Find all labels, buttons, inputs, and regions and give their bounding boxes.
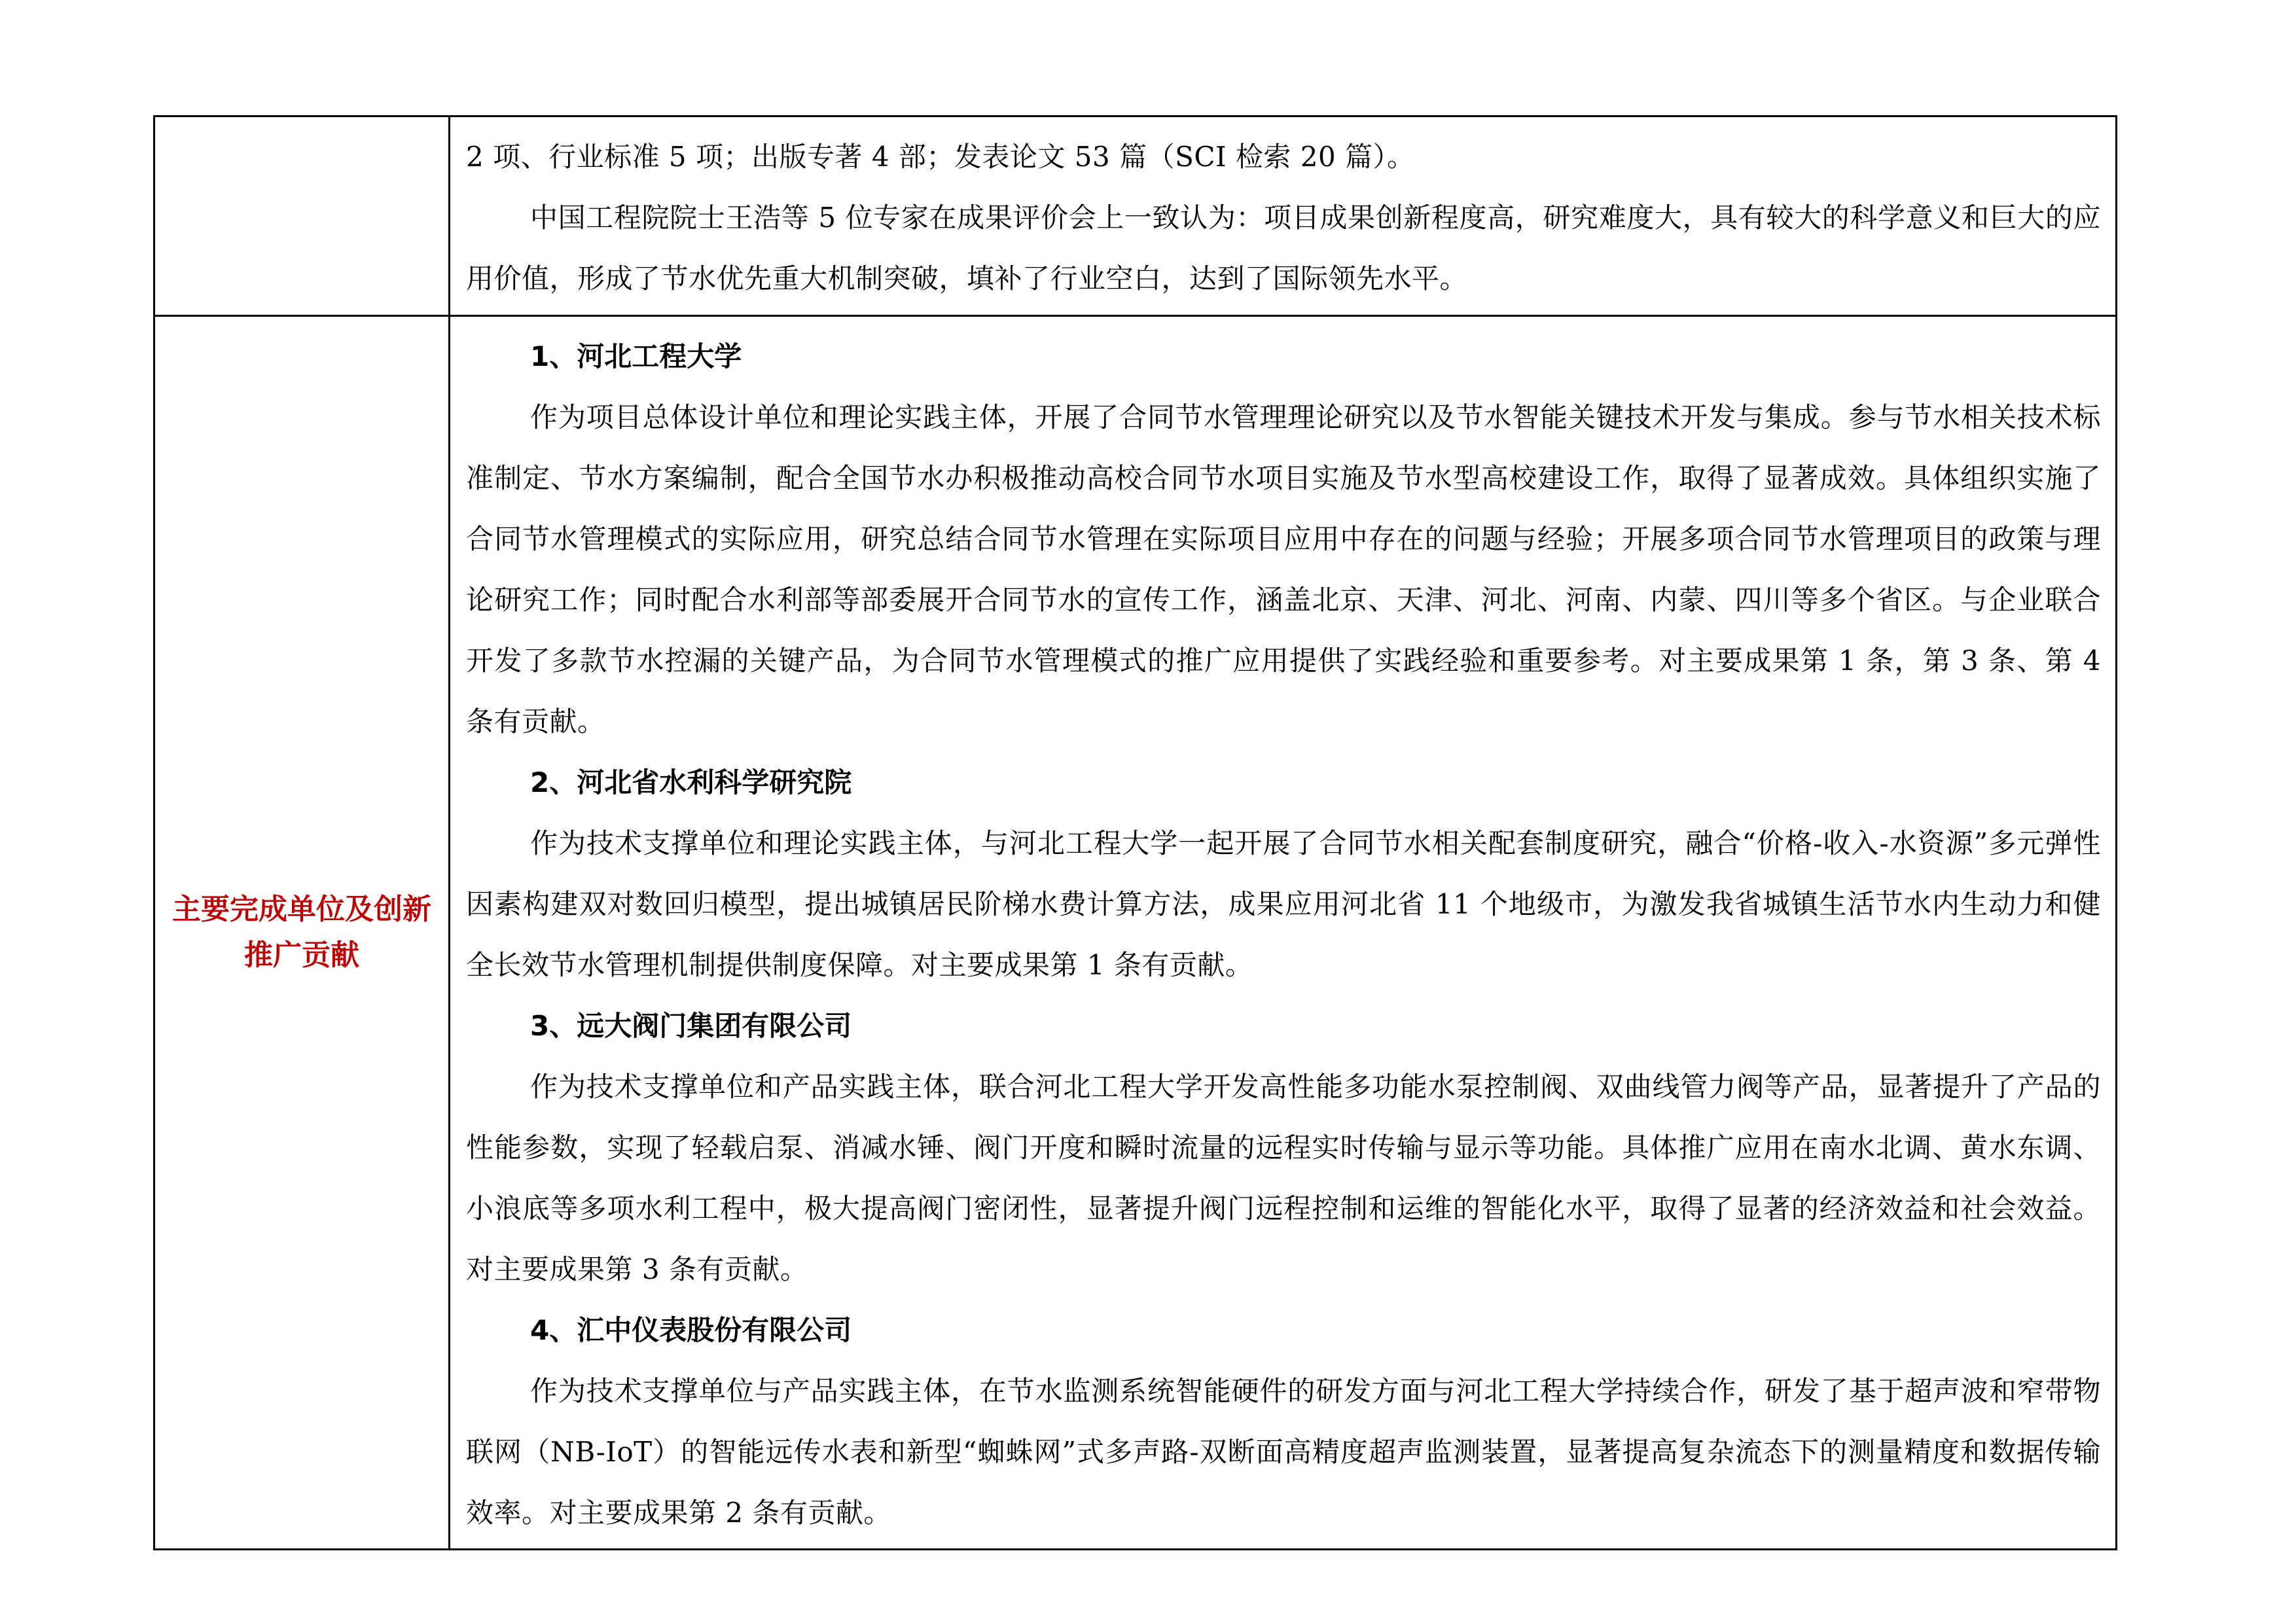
unit-description: 作为技术支撑单位和理论实践主体，与河北工程大学一起开展了合同节水相关配套制度研究，融合“价格-收入-水资源”多元弹性因素构建双对数回归模型，提出城镇居民阶梯水费计算方法，成果应用河北省 11 个地级市，为激发我省城镇生活节水内生动力和健全长效节水管理机制提供制度保障。对主要成果第 1 条有贡献。 — [466, 827, 2101, 981]
section-label-cell — [154, 316, 450, 1550]
unit-heading: 2、河北省水利科学研究院 — [530, 766, 852, 798]
evaluation-paragraph: 中国工程院院士王浩等 5 位专家在成果评价会上一致认为：项目成果创新程度高，研究难度大，具有较大的科学意义和巨大的应用价值，形成了节水优先重大机制突破，填补了行业空白，达到了国际领先水平。 — [466, 202, 2101, 294]
continuation-paragraph: 2 项、行业标准 5 项；出版专著 4 部；发表论文 53 篇（SCI 检索 20 篇）。 — [466, 141, 1415, 173]
continuation-content-cell — [450, 116, 2117, 316]
unit-heading: 4、汇中仪表股份有限公司 — [530, 1314, 852, 1346]
unit-description: 作为技术支撑单位与产品实践主体，在节水监测系统智能硬件的研发方面与河北工程大学持续合作，研发了基于超声波和窄带物联网（NB-IoT）的智能远传水表和新型“蜘蛛网”式多声路-双断面高精度超声监测装置，显著提高复杂流态下的测量精度和数据传输效率。对主要成果第 2 条有贡献。 — [466, 1375, 2101, 1529]
section-label: 主要完成单位及创新推广贡献 — [172, 893, 431, 972]
unit-heading: 3、远大阀门集团有限公司 — [530, 1010, 852, 1042]
unit-description: 作为项目总体设计单位和理论实践主体，开展了合同节水管理理论研究以及节水智能关键技术开发与集成。参与节水相关技术标准制定、节水方案编制，配合全国节水办积极推动高校合同节水项目实施及节水型高校建设工作，取得了显著成效。具体组织实施了合同节水管理模式的实际应用，研究总结合同节水管理在实际项目应用中存在的问题与经验；开展多项合同节水管理项目的政策与理论研究工作；同时配合水利部等部委展开合同节水的宣传工作，涵盖北京、天津、河北、河南、内蒙、四川等多个省区。与企业联合开发了多款节水控漏的关键产品，为合同节水管理模式的推广应用提供了实践经验和重要参考。对主要成果第 1 条，第 3 条、第 4 条有贡献。 — [466, 401, 2101, 738]
unit-heading: 1、河北工程大学 — [530, 340, 742, 372]
units-row — [154, 316, 2117, 1550]
empty-label-cell — [154, 116, 450, 316]
document-table — [153, 115, 2117, 1550]
units-content-cell — [450, 316, 2117, 1550]
continuation-row — [154, 116, 2117, 316]
unit-description: 作为技术支撑单位和产品实践主体，联合河北工程大学开发高性能多功能水泵控制阀、双曲线管力阀等产品，显著提升了产品的性能参数，实现了轻载启泵、消减水锤、阀门开度和瞬时流量的远程实时传输与显示等功能。具体推广应用在南水北调、黄水东调、小浪底等多项水利工程中，极大提高阀门密闭性，显著提升阀门远程控制和运维的智能化水平，取得了显著的经济效益和社会效益。对主要成果第 3 条有贡献。 — [466, 1071, 2101, 1285]
